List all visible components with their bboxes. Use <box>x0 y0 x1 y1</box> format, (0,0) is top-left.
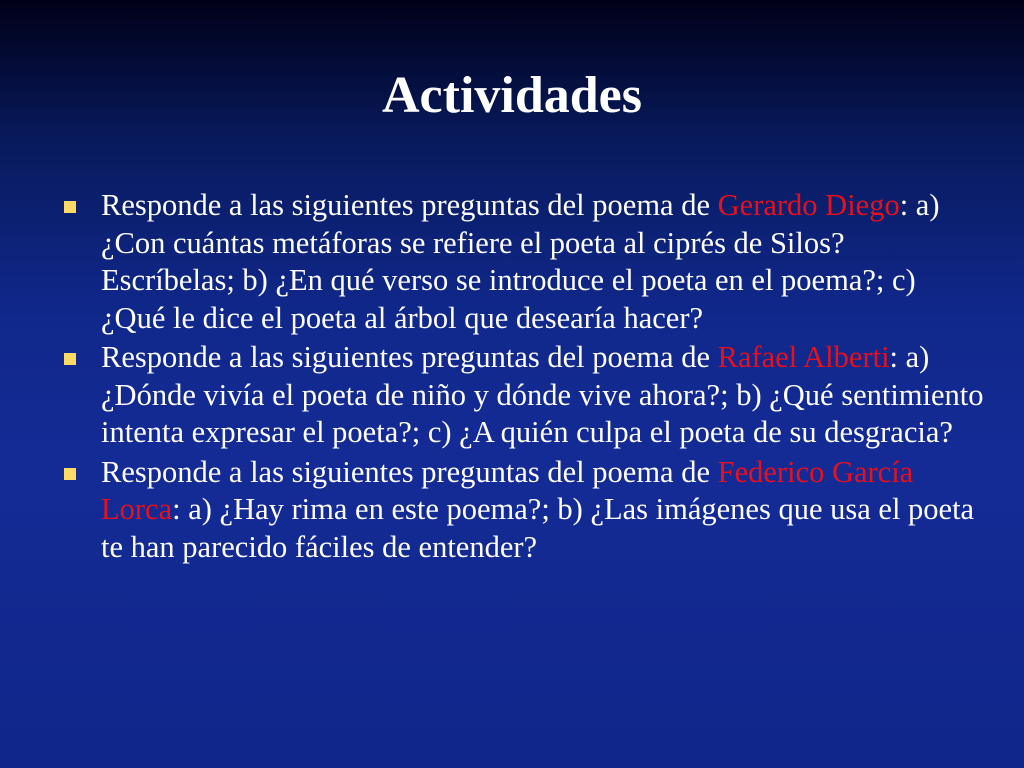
slide-title: Actividades <box>382 67 642 124</box>
square-bullet-icon <box>64 201 76 213</box>
bullet-text-before: Responde a las siguientes preguntas del poema de <box>101 454 718 489</box>
bullet-item-gerardo-diego <box>60 187 985 337</box>
bullet-item-rafael-alberti <box>60 339 985 452</box>
bullet-text-after: : a) ¿Con cuántas metáforas se refiere el poeta al ciprés de Silos? Escríbelas; b) ¿En qué verso se introduce el poeta en el poema?; c) ¿Qué le dice el poeta al árbol que desearía hacer? <box>101 188 940 335</box>
bullet-list <box>60 187 985 568</box>
bullet-text-after: : a) ¿Dónde vivía el poeta de niño y dónde vive ahora?; b) ¿Qué sentimiento intenta expresar el poeta?; c) ¿A quién culpa el poeta de su desgracia? <box>101 340 984 449</box>
square-bullet-icon <box>64 468 76 480</box>
poet-name: Federico García Lorca <box>101 454 914 526</box>
bullet-item-federico-garcia-lorca <box>60 454 985 567</box>
bullet-text-after: : a) ¿Hay rima en este poema?; b) ¿Las imágenes que usa el poeta te han parecido fáciles de entender? <box>101 492 975 564</box>
poet-name: Gerardo Diego <box>717 188 900 222</box>
poet-name: Rafael Alberti <box>717 340 890 374</box>
bullet-text-before: Responde a las siguientes preguntas del poema de <box>101 340 718 374</box>
bullet-text-before: Responde a las siguientes preguntas del poema de <box>101 188 718 222</box>
square-bullet-icon <box>64 353 76 365</box>
